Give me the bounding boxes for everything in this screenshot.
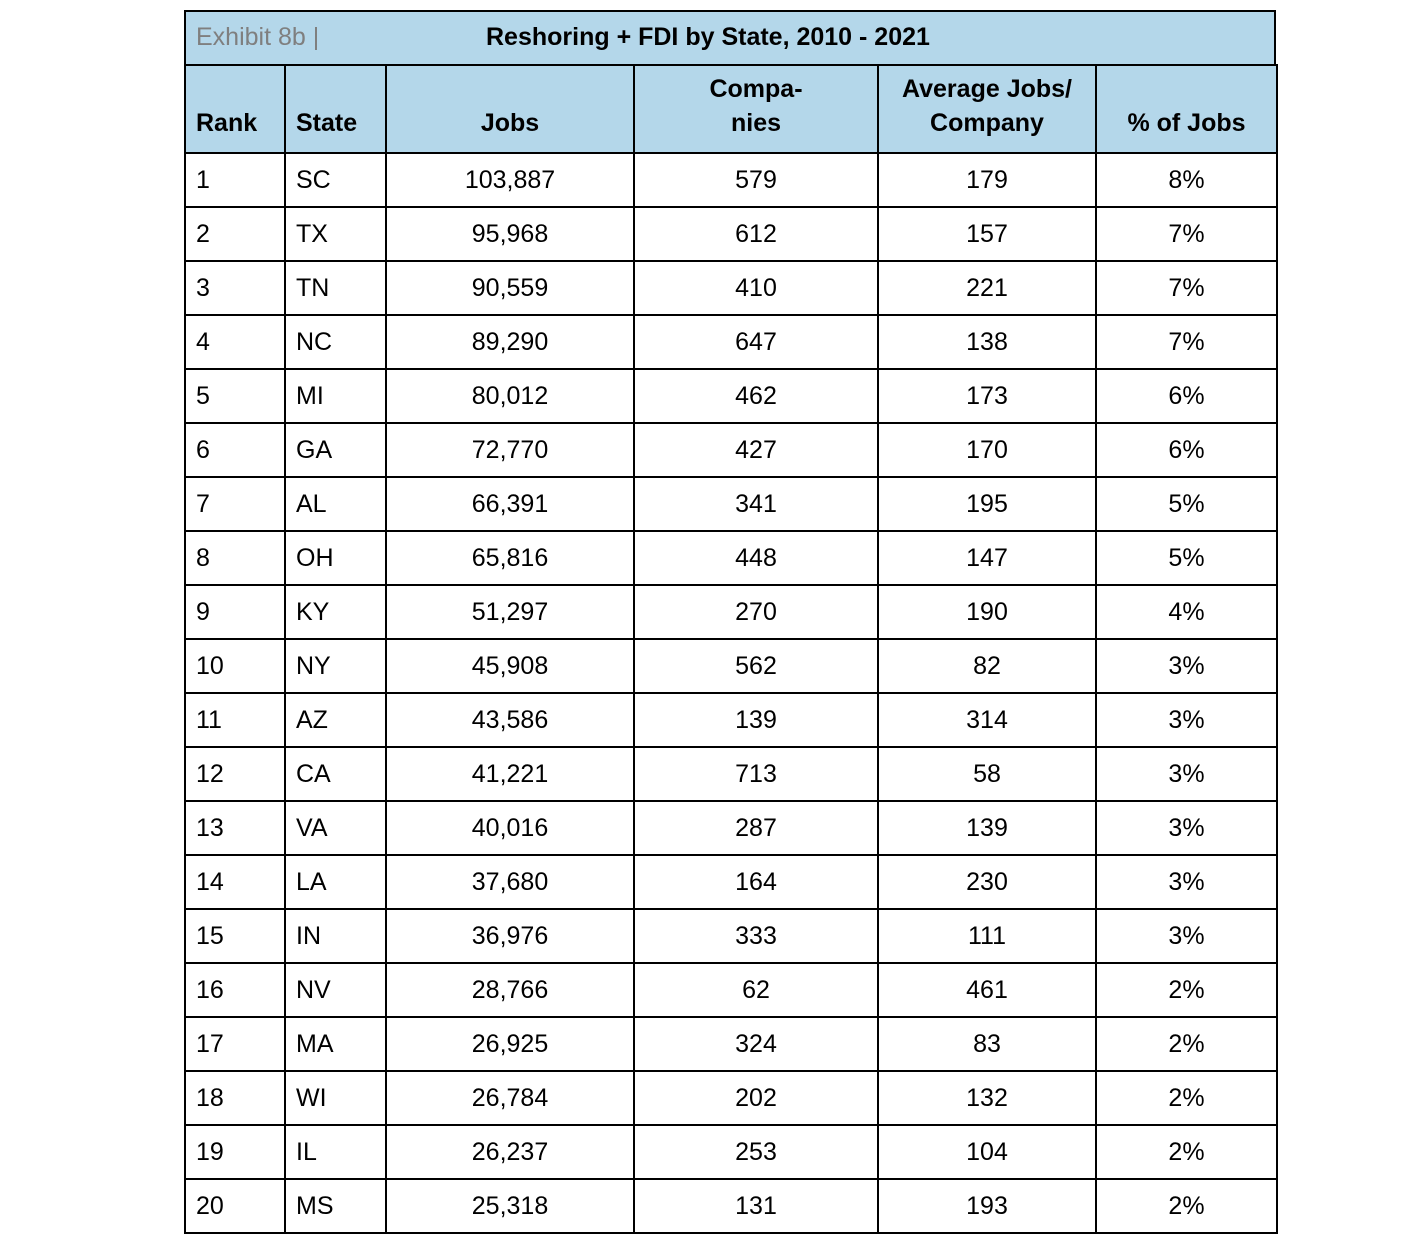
cell-state: OH (285, 531, 386, 585)
table-row (185, 153, 1277, 207)
cell-companies: 270 (634, 585, 878, 639)
cell-jobs: 51,297 (386, 585, 634, 639)
header-state: State (285, 65, 386, 153)
header-row (185, 65, 1277, 153)
cell-pct-jobs: 3% (1096, 639, 1277, 693)
cell-state: VA (285, 801, 386, 855)
cell-pct-jobs: 3% (1096, 855, 1277, 909)
cell-average-jobs: 111 (878, 909, 1096, 963)
cell-companies: 448 (634, 531, 878, 585)
cell-state: IL (285, 1125, 386, 1179)
cell-companies: 324 (634, 1017, 878, 1071)
cell-companies: 139 (634, 693, 878, 747)
cell-companies: 202 (634, 1071, 878, 1125)
cell-pct-jobs: 5% (1096, 531, 1277, 585)
cell-pct-jobs: 5% (1096, 477, 1277, 531)
cell-average-jobs: 179 (878, 153, 1096, 207)
cell-state: SC (285, 153, 386, 207)
cell-rank: 17 (185, 1017, 285, 1071)
cell-rank: 3 (185, 261, 285, 315)
table-row (185, 1125, 1277, 1179)
cell-jobs: 90,559 (386, 261, 634, 315)
cell-jobs: 36,976 (386, 909, 634, 963)
cell-companies: 579 (634, 153, 878, 207)
cell-state: GA (285, 423, 386, 477)
header-jobs: Jobs (386, 65, 634, 153)
header-average-jobs (878, 65, 1096, 153)
cell-pct-jobs: 3% (1096, 909, 1277, 963)
cell-rank: 9 (185, 585, 285, 639)
cell-pct-jobs: 4% (1096, 585, 1277, 639)
exhibit-table (184, 10, 1276, 1234)
title-bar (184, 10, 1276, 64)
cell-pct-jobs: 2% (1096, 963, 1277, 1017)
cell-jobs: 72,770 (386, 423, 634, 477)
cell-average-jobs: 83 (878, 1017, 1096, 1071)
cell-state: LA (285, 855, 386, 909)
table-row (185, 423, 1277, 477)
cell-companies: 713 (634, 747, 878, 801)
table-row (185, 315, 1277, 369)
cell-state: MI (285, 369, 386, 423)
table-row (185, 1071, 1277, 1125)
cell-rank: 16 (185, 963, 285, 1017)
cell-average-jobs: 195 (878, 477, 1096, 531)
cell-state: TX (285, 207, 386, 261)
cell-average-jobs: 132 (878, 1071, 1096, 1125)
header-companies-line2: nies (730, 109, 782, 137)
cell-jobs: 66,391 (386, 477, 634, 531)
cell-companies: 341 (634, 477, 878, 531)
table-row (185, 531, 1277, 585)
cell-jobs: 37,680 (386, 855, 634, 909)
table-row (185, 747, 1277, 801)
cell-pct-jobs: 2% (1096, 1179, 1277, 1233)
cell-companies: 253 (634, 1125, 878, 1179)
table-row (185, 909, 1277, 963)
cell-rank: 20 (185, 1179, 285, 1233)
cell-state: CA (285, 747, 386, 801)
cell-state: TN (285, 261, 386, 315)
header-rank: Rank (185, 65, 285, 153)
cell-rank: 12 (185, 747, 285, 801)
cell-jobs: 26,784 (386, 1071, 634, 1125)
cell-average-jobs: 221 (878, 261, 1096, 315)
cell-average-jobs: 104 (878, 1125, 1096, 1179)
cell-average-jobs: 157 (878, 207, 1096, 261)
cell-pct-jobs: 3% (1096, 693, 1277, 747)
table-row (185, 639, 1277, 693)
cell-rank: 14 (185, 855, 285, 909)
cell-state: WI (285, 1071, 386, 1125)
cell-jobs: 28,766 (386, 963, 634, 1017)
header-average-line2: Company (930, 109, 1044, 137)
header-companies (634, 65, 878, 153)
cell-rank: 13 (185, 801, 285, 855)
cell-companies: 562 (634, 639, 878, 693)
table-row (185, 1179, 1277, 1233)
cell-average-jobs: 190 (878, 585, 1096, 639)
table-row (185, 369, 1277, 423)
cell-state: MS (285, 1179, 386, 1233)
cell-average-jobs: 82 (878, 639, 1096, 693)
cell-companies: 647 (634, 315, 878, 369)
cell-jobs: 41,221 (386, 747, 634, 801)
cell-pct-jobs: 3% (1096, 801, 1277, 855)
cell-companies: 62 (634, 963, 878, 1017)
cell-state: IN (285, 909, 386, 963)
cell-jobs: 43,586 (386, 693, 634, 747)
table-row (185, 477, 1277, 531)
cell-average-jobs: 147 (878, 531, 1096, 585)
cell-average-jobs: 314 (878, 693, 1096, 747)
cell-jobs: 89,290 (386, 315, 634, 369)
cell-pct-jobs: 8% (1096, 153, 1277, 207)
cell-rank: 15 (185, 909, 285, 963)
cell-rank: 2 (185, 207, 285, 261)
cell-jobs: 26,925 (386, 1017, 634, 1071)
cell-companies: 462 (634, 369, 878, 423)
cell-jobs: 103,887 (386, 153, 634, 207)
cell-rank: 19 (185, 1125, 285, 1179)
cell-pct-jobs: 3% (1096, 747, 1277, 801)
cell-pct-jobs: 2% (1096, 1017, 1277, 1071)
cell-rank: 7 (185, 477, 285, 531)
exhibit-label: Exhibit 8b | (196, 23, 320, 51)
cell-state: NV (285, 963, 386, 1017)
header-companies-line1: Compa- (709, 75, 803, 103)
cell-rank: 11 (185, 693, 285, 747)
table-row (185, 1017, 1277, 1071)
cell-average-jobs: 139 (878, 801, 1096, 855)
cell-average-jobs: 58 (878, 747, 1096, 801)
cell-rank: 6 (185, 423, 285, 477)
cell-pct-jobs: 7% (1096, 261, 1277, 315)
cell-rank: 1 (185, 153, 285, 207)
cell-pct-jobs: 7% (1096, 315, 1277, 369)
cell-rank: 5 (185, 369, 285, 423)
cell-state: MA (285, 1017, 386, 1071)
cell-state: AZ (285, 693, 386, 747)
cell-jobs: 26,237 (386, 1125, 634, 1179)
table-row (185, 693, 1277, 747)
cell-pct-jobs: 2% (1096, 1071, 1277, 1125)
cell-pct-jobs: 6% (1096, 423, 1277, 477)
table-row (185, 801, 1277, 855)
table-row (185, 855, 1277, 909)
cell-average-jobs: 173 (878, 369, 1096, 423)
cell-companies: 410 (634, 261, 878, 315)
data-table (184, 64, 1278, 1234)
cell-rank: 4 (185, 315, 285, 369)
cell-rank: 18 (185, 1071, 285, 1125)
cell-average-jobs: 461 (878, 963, 1096, 1017)
cell-companies: 333 (634, 909, 878, 963)
cell-jobs: 40,016 (386, 801, 634, 855)
cell-average-jobs: 138 (878, 315, 1096, 369)
cell-pct-jobs: 7% (1096, 207, 1277, 261)
cell-average-jobs: 230 (878, 855, 1096, 909)
cell-state: NY (285, 639, 386, 693)
cell-companies: 164 (634, 855, 878, 909)
table-row (185, 261, 1277, 315)
cell-pct-jobs: 6% (1096, 369, 1277, 423)
cell-average-jobs: 170 (878, 423, 1096, 477)
table-row (185, 963, 1277, 1017)
cell-companies: 612 (634, 207, 878, 261)
cell-jobs: 25,318 (386, 1179, 634, 1233)
cell-companies: 131 (634, 1179, 878, 1233)
cell-rank: 10 (185, 639, 285, 693)
cell-state: KY (285, 585, 386, 639)
cell-state: AL (285, 477, 386, 531)
exhibit-title: Reshoring + FDI by State, 2010 - 2021 (486, 23, 930, 51)
cell-pct-jobs: 2% (1096, 1125, 1277, 1179)
cell-jobs: 80,012 (386, 369, 634, 423)
table-row (185, 207, 1277, 261)
cell-state: NC (285, 315, 386, 369)
table-body (185, 153, 1277, 1233)
table-row (185, 585, 1277, 639)
cell-jobs: 95,968 (386, 207, 634, 261)
cell-average-jobs: 193 (878, 1179, 1096, 1233)
cell-jobs: 45,908 (386, 639, 634, 693)
header-pct-jobs: % of Jobs (1096, 65, 1277, 153)
cell-companies: 427 (634, 423, 878, 477)
cell-companies: 287 (634, 801, 878, 855)
cell-rank: 8 (185, 531, 285, 585)
header-average-line1: Average Jobs/ (902, 75, 1072, 103)
cell-jobs: 65,816 (386, 531, 634, 585)
